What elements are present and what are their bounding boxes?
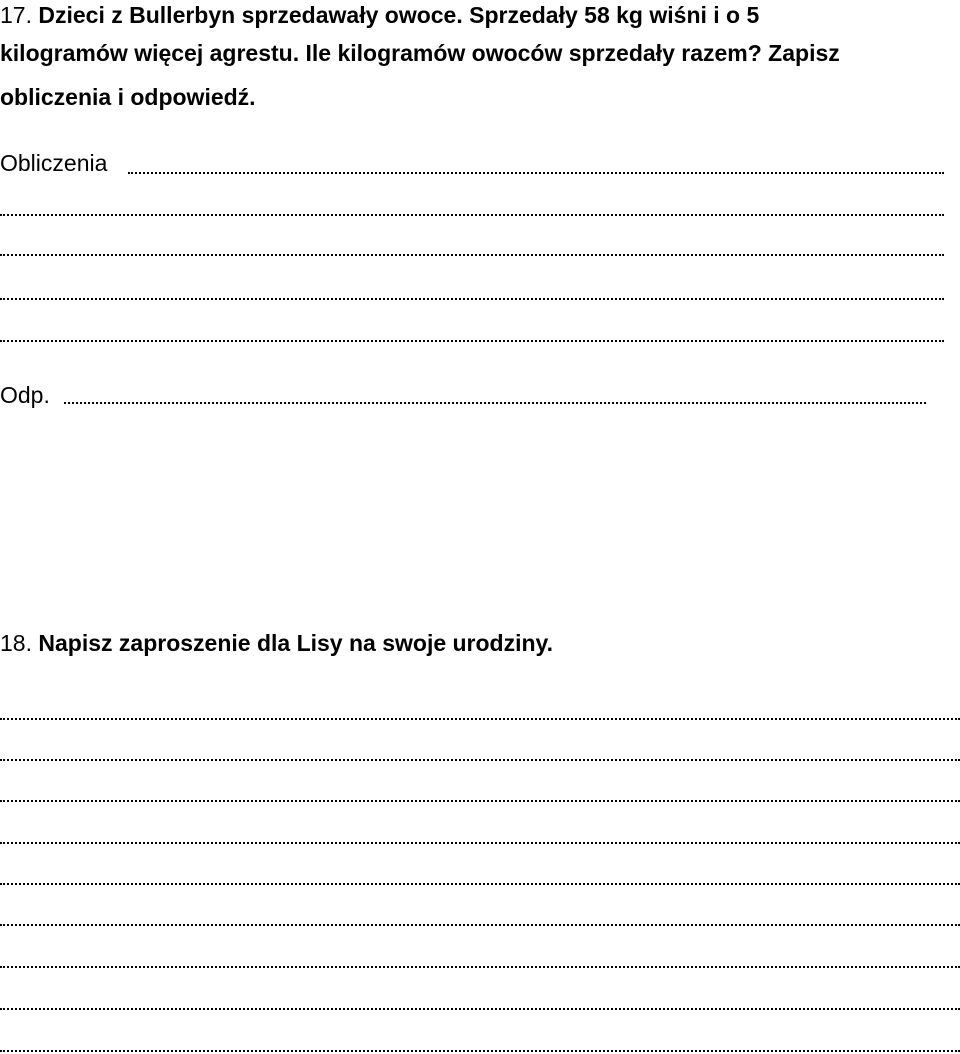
task17-question-part1: Dzieci z Bullerbyn sprzedawały owoce. Sprzedały 58 kg wiśni i o 5 <box>38 2 760 28</box>
calculations-answer-line[interactable] <box>0 212 944 216</box>
writing-line[interactable] <box>0 1006 960 1010</box>
writing-line[interactable] <box>0 840 960 844</box>
task18-question: Napisz zaproszenie dla Lisy na swoje urodziny. <box>38 630 554 656</box>
answer-row <box>0 382 50 409</box>
task17-question-part3: obliczenia i odpowiedź. <box>0 84 256 110</box>
calculations-label: Obliczenia <box>0 150 108 176</box>
writing-line[interactable] <box>0 798 960 802</box>
answer-label: Odp. <box>0 382 50 408</box>
calculations-answer-line[interactable] <box>0 296 944 300</box>
task18-number: 18. <box>0 630 32 656</box>
calculations-answer-line[interactable] <box>0 252 944 256</box>
task17-number: 17. <box>0 2 32 28</box>
writing-line[interactable] <box>0 922 960 926</box>
task18-title <box>0 630 553 657</box>
writing-line[interactable] <box>0 1048 960 1052</box>
writing-line[interactable] <box>0 757 960 761</box>
writing-line[interactable] <box>0 716 960 720</box>
writing-line[interactable] <box>0 881 960 885</box>
writing-line[interactable] <box>0 964 960 968</box>
calculations-answer-line[interactable] <box>128 170 944 174</box>
task17-line1 <box>0 2 759 29</box>
answer-line[interactable] <box>64 400 926 404</box>
calculations-row <box>0 150 107 177</box>
calculations-answer-line[interactable] <box>0 338 944 342</box>
task17-question-part2: kilogramów więcej agrestu. Ile kilogramów owoców sprzedały razem? Zapisz <box>0 40 840 66</box>
